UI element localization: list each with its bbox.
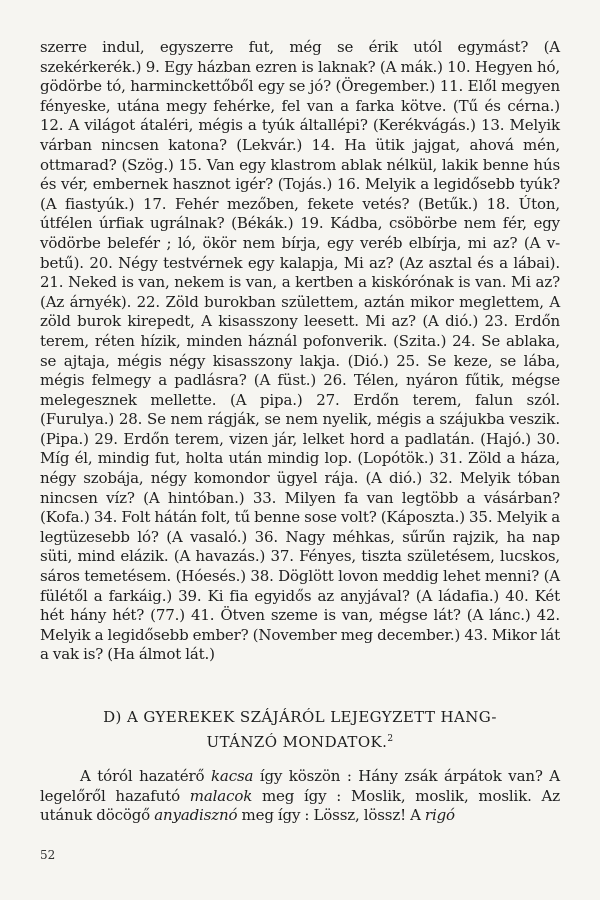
section-heading-line-1: D) A GYEREKEK SZÁJÁRÓL LEJEGYZETT HANG-	[103, 708, 497, 726]
section-heading-line-2	[40, 728, 560, 753]
text-segment: így köszön : Hány zsák árpátok van? A legelőről hazafutó	[40, 767, 560, 805]
text-segment: meg így : Moslik, moslik, moslik. Az utánuk döcögő	[40, 786, 560, 825]
text-segment: meg így : Lössz, lössz! A	[237, 806, 425, 825]
onomatopoeia-paragraph	[40, 767, 560, 826]
section-heading-line-2-text: UTÁNZÓ MONDATOK.	[206, 733, 388, 751]
riddles-paragraph: szerre indul, egyszerre fut, még se érik utól egymást? (A szekérkerék.) 9. Egy házban ezren is laknak? (A mák.) 10. Hegyen hó, gödörbe tó, harminckettőből egy se jó? (Öregember.) 11. Elől megyen fényeske, utána megy fehérke, fel van a farka kötve. (Tű és cérna.) 12. A világot átaléri, mégis a tyúk általlépi? (Kerékvágás.) 13. Melyik várban nincsen katona? (Lekvár.) 14. Ha ütik jajgat, ahová mén, ottmarad? (Szög.) 15. Van egy klastrom ablak nélkül, lakik benne hús és vér, embernek hasznot igér? (Tojás.) 16. Melyik a legidősebb tyúk? (A fiastyúk.) 17. Fehér mezőben, fekete vetés? (Betűk.) 18. Úton, útfélen úrfiak ugrálnak? (Békák.) 19. Kádba, csöbörbe nem fér, egy vödörbe belefér ; ló, ökör nem bírja, egy veréb elbírja, mi az? (A v-betű). 20. Négy testvérnek egy kalapja, Mi az? (Az asztal és a lábai). 21. Neked is van, nekem is van, a kertben a kiskórónak is van. Mi az? (Az árnyék). 22. Zöld burokban születtem, aztán mikor meglettem, A zöld burok kirepedt, A kisasszony leesett. Mi az? (A dió.) 23. Erdőn terem, réten hízik, minden háznál pofonverik. (Szita.) 24. Se ablaka, se ajtaja, mégis négy kisasszony lakja. (Dió.) 25. Se keze, se lába, mégis felmegy a padlásra? (A füst.) 26. Télen, nyáron fűtik, mégse melegesznek mellette. (A pipa.) 27. Erdőn terem, falun szól. (Furulya.) 28. Se nem rágják, se nem nyelik, mégis a szájukba veszik. (Pipa.) 29. Erdőn terem, vizen jár, lelket hord a padlatán. (Hajó.) 30. Míg él, mindig fut, holta után mindig lop. (Lopótök.) 31. Zöld a háza, négy szobája, négy komondor ügyel rája. (A dió.) 32. Melyik tóban nincsen víz? (A hintóban.) 33. Milyen fa van legtöbb a vásárban? (Kofa.) 34. Folt hátán folt, tű benne sose volt? (Káposzta.) 35. Melyik a legtüzesebb ló? (A vasaló.) 36. Nagy méhkas, sűrűn rajzik, ha nap süti, mind elázik. (A havazás.) 37. Fényes, tiszta születésem, lucskos, sáros temetésem. (Hóesés.) 38. Döglött lovon meddig lehet menni? (A fülétől a farkáig.) 39. Ki fia egyidős az anyjával? (A ládafia.) 40. Két hét hány hét? (77.) 41. Ötven szeme is van, mégse lát? (A lánc.) 42. Melyik a legidősebb ember? (November meg december.) 43. Mikor lát a vak is? (Ha álmot lát.)	[40, 38, 560, 664]
italic-word-malacok: malacok	[189, 786, 253, 805]
italic-word-rigo: rigó	[424, 806, 455, 825]
section-heading	[40, 706, 560, 753]
text-segment: A tóról hazatérő	[80, 767, 211, 785]
book-page	[40, 38, 560, 826]
page-number: 52	[40, 848, 56, 862]
italic-word-anyadiszno: anyadisznó	[154, 806, 238, 825]
footnote-mark: 2	[387, 734, 394, 744]
italic-word-kacsa: kacsa	[210, 767, 254, 785]
